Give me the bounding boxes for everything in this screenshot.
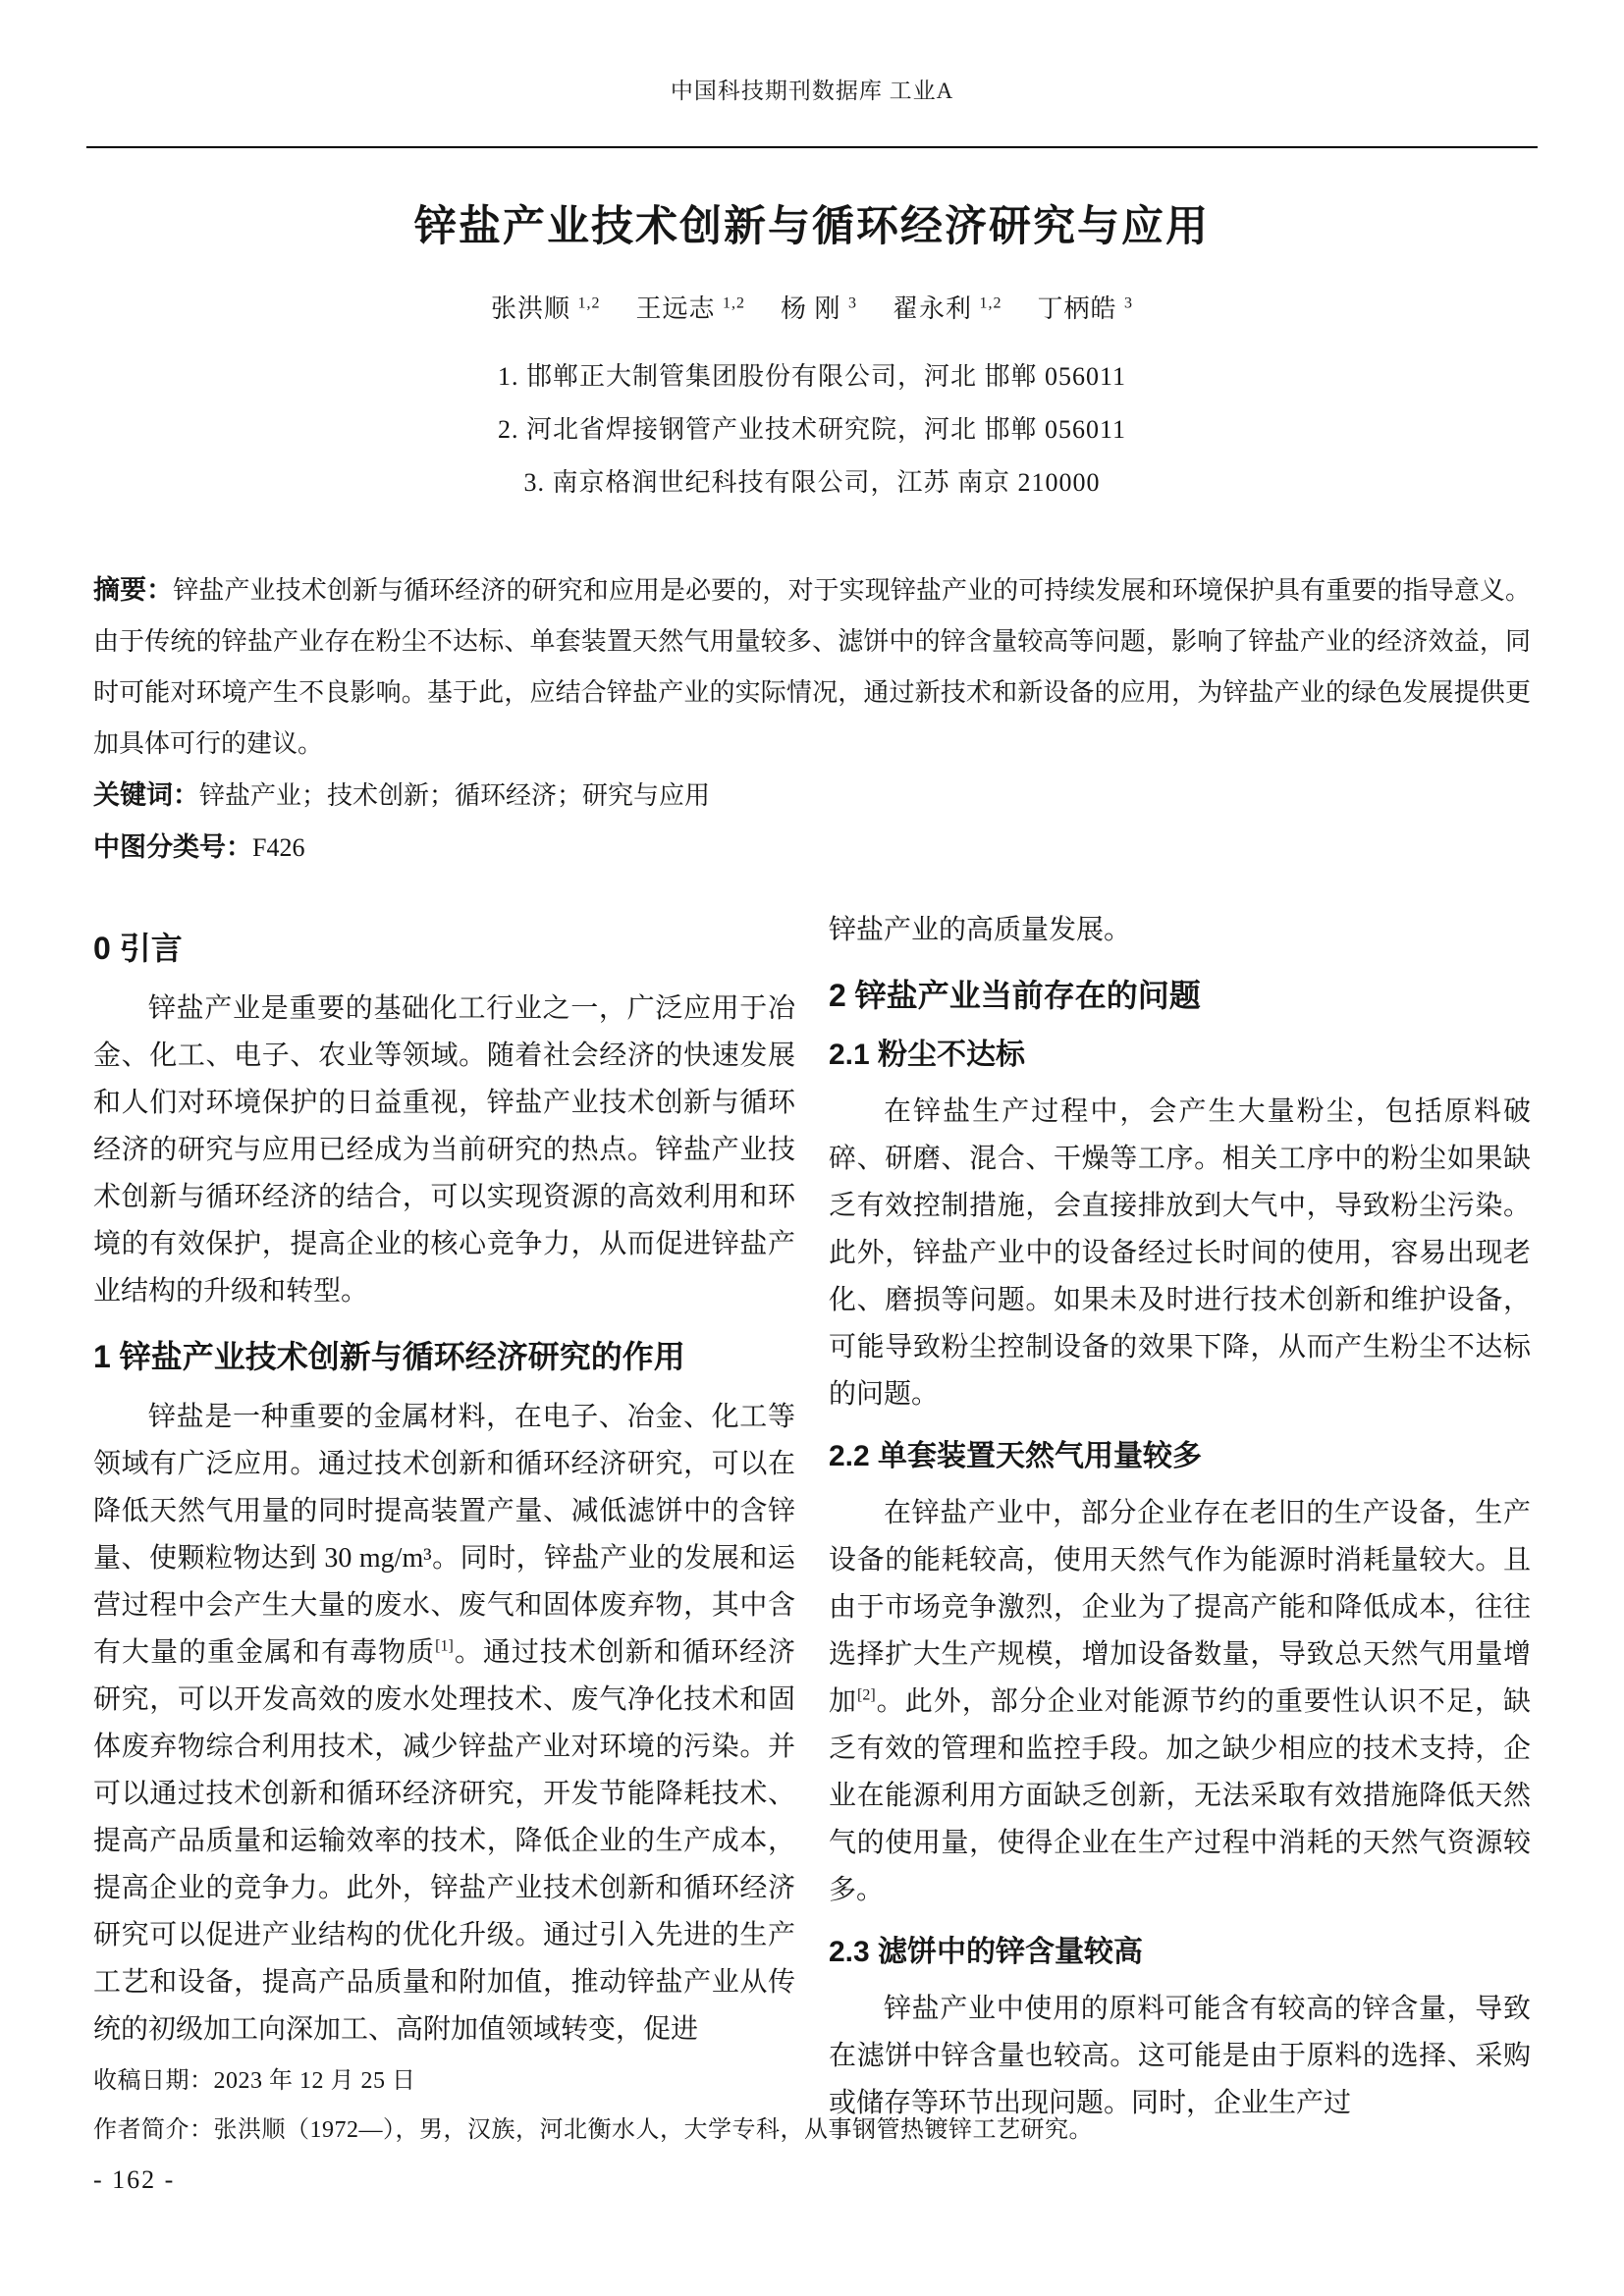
abstract-label: 摘要：	[93, 575, 174, 605]
page-number: - 162 -	[93, 2165, 176, 2194]
author-affiliation-marker: 1,2	[722, 294, 745, 312]
abstract-text: 锌盐产业技术创新与循环经济的研究和应用是必要的，对于实现锌盐产业的可持续发展和环境保护具有重要的指导意义。由于传统的锌盐产业存在粉尘不达标、单套装置天然气用量较多、滤饼中的锌含量较高等问题，影响了锌盐产业的经济效益，同时可能对环境产生不良影响。基于此，应结合锌盐产业的实际情况，通过新技术和新设备的应用，为锌盐产业的绿色发展提供更加具体可行的建议。	[93, 576, 1531, 758]
keywords-label: 关键词：	[93, 780, 199, 810]
section-heading: 0 引言	[93, 931, 183, 966]
body-columns	[93, 907, 1531, 2127]
author-line	[93, 289, 1531, 325]
author-affiliation-marker: 1,2	[577, 294, 601, 312]
author-affiliation-marker: 3	[1124, 294, 1134, 312]
author-name: 王远志 $^{1,2}$	[635, 294, 745, 323]
author-affiliation-marker: 3	[848, 294, 857, 312]
author-name: 丁柄皓 $^3$	[1037, 294, 1134, 323]
affiliation-line: 2. 河北省焊接钢管产业技术研究院，河北 邯郸 056011	[497, 415, 1127, 444]
author-name: 翟永利 $^{1,2}$	[893, 294, 1002, 323]
page-footer	[93, 2056, 1531, 2206]
section-heading: 2.3 滤饼中的锌含量较高	[829, 1936, 1144, 1968]
paper-title: 锌盐产业技术创新与循环经济研究与应用	[414, 203, 1210, 250]
clc-line	[93, 822, 1531, 874]
body-paragraph: 在锌盐生产过程中，会产生大量粉尘，包括原料破碎、研磨、混合、干燥等工序。相关工序中的粉尘如果缺乏有效控制措施，会直接排放到大气中，导致粉尘污染。此外，锌盐产业中的设备经过长时间的使用，容易出现老化、磨损等问题。如果未及时进行技术创新和维护设备，可能导致粉尘控制设备的效果下降，从而产生粉尘不达标的问题。	[829, 1096, 1531, 1410]
author-bio: 作者简介：张洪顺（1972—），男，汉族，河北衡水人，大学专科，从事钢管热镀锌工艺研究。	[93, 2117, 1093, 2143]
reference-marker: [2]	[857, 1686, 876, 1704]
left-column	[93, 907, 795, 2127]
body-paragraph: 锌盐产业的高质量发展。	[829, 915, 1132, 945]
abstract-block	[93, 564, 1531, 874]
affiliation-line: 3. 南京格润世纪科技有限公司，江苏 南京 210000	[523, 468, 1101, 497]
body-paragraph: 锌盐产业中使用的原料可能含有较高的锌含量，导致在滤饼中锌含量也较高。这可能是由于原料的选择、采购或储存等环节出现问题。同时，企业生产过	[829, 1994, 1531, 2118]
section-heading: 1 锌盐产业技术创新与循环经济研究的作用	[93, 1339, 685, 1374]
affiliation-line: 1. 邯郸正大制管集团股份有限公司，河北 邯郸 056011	[497, 362, 1127, 391]
journal-header: 中国科技期刊数据库 工业A	[670, 79, 954, 103]
reference-marker: [1]	[435, 1637, 454, 1655]
author-name: 张洪顺 $^{1,2}$	[490, 294, 601, 323]
body-paragraph: 在锌盐产业中，部分企业存在老旧的生产设备，生产设备的能耗较高，使用天然气作为能源时消耗量较大。且由于市场竞争激烈，企业为了提高产能和降低成本，往往选择扩大生产规模，增加设备数量，导致总天然气用量增加[2]。此外，部分企业对能源节约的重要性认识不足，缺乏有效的管理和监控手段。加之缺少相应的技术支持，企业在能源利用方面缺乏创新，无法采取有效措施降低天然气的使用量，使得企业在生产过程中消耗的天然气资源较多。	[829, 1498, 1531, 1905]
section-heading: 2.1 粉尘不达标	[829, 1039, 1026, 1071]
section-heading: 2.2 单套装置天然气用量较多	[829, 1440, 1203, 1472]
section-heading: 2 锌盐产业当前存在的问题	[829, 978, 1201, 1013]
body-paragraph: 锌盐产业是重要的基础化工行业之一，广泛应用于冶金、化工、电子、农业等领域。随着社会经济的快速发展和人们对环境保护的日益重视，锌盐产业技术创新与循环经济的研究与应用已经成为当前研究的热点。锌盐产业技术创新与循环经济的结合，可以实现资源的高效利用和环境的有效保护，提高企业的核心竞争力，从而促进锌盐产业结构的升级和转型。	[93, 993, 795, 1307]
clc-label: 中图分类号：	[93, 832, 252, 862]
right-column	[829, 907, 1531, 2127]
abstract-paragraph	[93, 564, 1531, 770]
keywords-text: 锌盐产业；技术创新；循环经济；研究与应用	[199, 781, 711, 810]
received-date: 收稿日期：2023 年 12 月 25 日	[93, 2068, 416, 2094]
body-paragraph: 锌盐是一种重要的金属材料，在电子、冶金、化工等领域有广泛应用。通过技术创新和循环经济研究，可以在降低天然气用量的同时提高装置产量、减低滤饼中的含锌量、使颗粒物达到 30 mg/m³。同时，锌盐产业的发展和运营过程中会产生大量的废水、废气和固体废弃物，其中含有大量的重金属和有毒物质[1]。通过技术创新和循环经济研究，可以开发高效的废水处理技术、废气净化技术和固体废弃物综合利用技术，减少锌盐产业对环境的污染。并可以通过技术创新和循环经济研究，开发节能降耗技术、提高产品质量和运输效率的技术，降低企业的生产成本，提高企业的竞争力。此外，锌盐产业技术创新和循环经济研究可以促进产业结构的优化升级。通过引入先进的生产工艺和设备，提高产品质量和附加值，推动锌盐产业从传统的初级加工向深加工、高附加值领域转变，促进	[93, 1402, 795, 2045]
affiliation-list	[93, 350, 1531, 509]
author-name: 杨 刚 $^3$	[780, 294, 857, 323]
author-affiliation-marker: 1,2	[979, 294, 1002, 312]
header-divider	[86, 146, 1538, 148]
keywords-line	[93, 770, 1531, 822]
clc-value: F426	[252, 833, 305, 862]
